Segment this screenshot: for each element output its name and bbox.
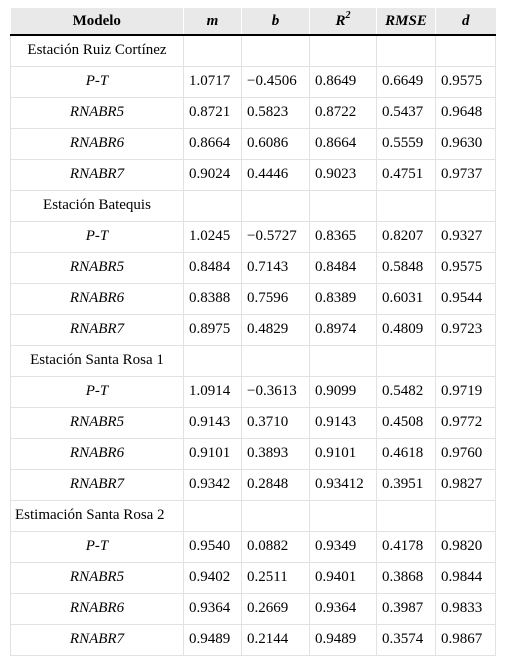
empty-cell	[377, 35, 436, 66]
empty-cell	[242, 500, 310, 531]
value-m: 0.8484	[184, 252, 242, 283]
value-b: −0.5727	[242, 221, 310, 252]
value-r2: 0.9349	[310, 531, 377, 562]
value-rmse: 0.4809	[377, 314, 436, 345]
table-row	[11, 407, 496, 438]
value-b: 0.2848	[242, 469, 310, 500]
value-d: 0.9630	[436, 128, 496, 159]
table-row	[11, 159, 496, 190]
table-row	[11, 438, 496, 469]
empty-cell	[184, 345, 242, 376]
value-r2: 0.8649	[310, 66, 377, 97]
value-m: 1.0717	[184, 66, 242, 97]
value-b: 0.3710	[242, 407, 310, 438]
value-r2: 0.8722	[310, 97, 377, 128]
value-d: 0.9327	[436, 221, 496, 252]
empty-cell	[310, 190, 377, 221]
value-m: 0.9364	[184, 593, 242, 624]
empty-cell	[310, 345, 377, 376]
model-name: RNABR7	[11, 314, 184, 345]
value-m: 0.8388	[184, 283, 242, 314]
value-m: 0.9143	[184, 407, 242, 438]
model-name: RNABR5	[11, 562, 184, 593]
table-row	[11, 252, 496, 283]
table-body	[11, 35, 496, 655]
value-b: 0.4446	[242, 159, 310, 190]
header-b: b	[242, 8, 310, 35]
statistics-table	[10, 8, 496, 656]
value-r2: 0.8664	[310, 128, 377, 159]
empty-cell	[377, 190, 436, 221]
header-r2-exponent: 2	[345, 9, 351, 21]
table-row	[11, 283, 496, 314]
header-r2	[310, 8, 377, 35]
value-b: 0.0882	[242, 531, 310, 562]
model-name: RNABR6	[11, 128, 184, 159]
header-m: m	[184, 8, 242, 35]
value-rmse: 0.5482	[377, 376, 436, 407]
value-d: 0.9544	[436, 283, 496, 314]
model-name: RNABR7	[11, 159, 184, 190]
table-row	[11, 66, 496, 97]
empty-cell	[242, 35, 310, 66]
table-row	[11, 624, 496, 655]
value-r2: 0.93412	[310, 469, 377, 500]
model-name: RNABR5	[11, 252, 184, 283]
empty-cell	[436, 190, 496, 221]
value-m: 0.8975	[184, 314, 242, 345]
value-rmse: 0.5848	[377, 252, 436, 283]
table-row	[11, 593, 496, 624]
value-r2: 0.8484	[310, 252, 377, 283]
value-d: 0.9575	[436, 66, 496, 97]
value-d: 0.9648	[436, 97, 496, 128]
header-d: d	[436, 8, 496, 35]
empty-cell	[310, 500, 377, 531]
header-row	[11, 8, 496, 35]
model-name: RNABR7	[11, 469, 184, 500]
header-r2-base: R	[335, 12, 346, 29]
value-r2: 0.9364	[310, 593, 377, 624]
model-name: RNABR6	[11, 438, 184, 469]
empty-cell	[184, 190, 242, 221]
value-m: 1.0914	[184, 376, 242, 407]
empty-cell	[184, 35, 242, 66]
station-name: Estación Batequis	[11, 190, 184, 221]
value-rmse: 0.5437	[377, 97, 436, 128]
value-r2: 0.9099	[310, 376, 377, 407]
value-b: −0.3613	[242, 376, 310, 407]
model-name: P-T	[11, 531, 184, 562]
value-d: 0.9772	[436, 407, 496, 438]
station-row	[11, 190, 496, 221]
header-rmse: RMSE	[377, 8, 436, 35]
station-row	[11, 35, 496, 66]
station-name: Estimación Santa Rosa 2	[11, 500, 184, 531]
value-d: 0.9760	[436, 438, 496, 469]
value-r2: 0.9101	[310, 438, 377, 469]
value-r2: 0.9023	[310, 159, 377, 190]
value-m: 0.9024	[184, 159, 242, 190]
station-name: Estación Santa Rosa 1	[11, 345, 184, 376]
empty-cell	[184, 500, 242, 531]
table-row	[11, 97, 496, 128]
table-row	[11, 562, 496, 593]
value-d: 0.9867	[436, 624, 496, 655]
value-rmse: 0.5559	[377, 128, 436, 159]
value-rmse: 0.6031	[377, 283, 436, 314]
value-rmse: 0.4618	[377, 438, 436, 469]
value-b: 0.2511	[242, 562, 310, 593]
table-row	[11, 221, 496, 252]
empty-cell	[377, 500, 436, 531]
value-b: 0.7596	[242, 283, 310, 314]
value-d: 0.9827	[436, 469, 496, 500]
value-b: 0.6086	[242, 128, 310, 159]
value-rmse: 0.4751	[377, 159, 436, 190]
table-row	[11, 128, 496, 159]
value-b: 0.4829	[242, 314, 310, 345]
station-row	[11, 345, 496, 376]
header-modelo: Modelo	[11, 8, 184, 35]
value-rmse: 0.6649	[377, 66, 436, 97]
value-rmse: 0.4178	[377, 531, 436, 562]
value-m: 0.9489	[184, 624, 242, 655]
value-m: 0.8664	[184, 128, 242, 159]
value-rmse: 0.3987	[377, 593, 436, 624]
table-row	[11, 376, 496, 407]
value-r2: 0.9143	[310, 407, 377, 438]
value-rmse: 0.3574	[377, 624, 436, 655]
value-rmse: 0.3868	[377, 562, 436, 593]
empty-cell	[436, 345, 496, 376]
value-r2: 0.8974	[310, 314, 377, 345]
value-d: 0.9575	[436, 252, 496, 283]
value-d: 0.9737	[436, 159, 496, 190]
value-b: 0.5823	[242, 97, 310, 128]
model-name: RNABR6	[11, 593, 184, 624]
value-m: 0.8721	[184, 97, 242, 128]
table-row	[11, 314, 496, 345]
table-header	[11, 8, 496, 35]
value-rmse: 0.8207	[377, 221, 436, 252]
empty-cell	[436, 500, 496, 531]
table-row	[11, 531, 496, 562]
value-d: 0.9820	[436, 531, 496, 562]
empty-cell	[242, 345, 310, 376]
value-rmse: 0.4508	[377, 407, 436, 438]
value-b: 0.3893	[242, 438, 310, 469]
model-name: P-T	[11, 221, 184, 252]
value-r2: 0.8389	[310, 283, 377, 314]
value-d: 0.9719	[436, 376, 496, 407]
value-d: 0.9833	[436, 593, 496, 624]
model-name: RNABR7	[11, 624, 184, 655]
value-d: 0.9723	[436, 314, 496, 345]
empty-cell	[436, 35, 496, 66]
model-name: RNABR6	[11, 283, 184, 314]
value-r2: 0.9401	[310, 562, 377, 593]
value-b: 0.2144	[242, 624, 310, 655]
value-b: 0.7143	[242, 252, 310, 283]
value-r2: 0.9489	[310, 624, 377, 655]
model-name: RNABR5	[11, 407, 184, 438]
value-b: −0.4506	[242, 66, 310, 97]
value-b: 0.2669	[242, 593, 310, 624]
model-name: P-T	[11, 66, 184, 97]
value-m: 0.9101	[184, 438, 242, 469]
model-name: P-T	[11, 376, 184, 407]
station-name: Estación Ruiz Cortínez	[11, 35, 184, 66]
value-m: 1.0245	[184, 221, 242, 252]
table-row	[11, 469, 496, 500]
value-rmse: 0.3951	[377, 469, 436, 500]
value-m: 0.9402	[184, 562, 242, 593]
value-d: 0.9844	[436, 562, 496, 593]
model-name: RNABR5	[11, 97, 184, 128]
empty-cell	[377, 345, 436, 376]
value-m: 0.9540	[184, 531, 242, 562]
value-r2: 0.8365	[310, 221, 377, 252]
empty-cell	[242, 190, 310, 221]
value-m: 0.9342	[184, 469, 242, 500]
station-row	[11, 500, 496, 531]
empty-cell	[310, 35, 377, 66]
